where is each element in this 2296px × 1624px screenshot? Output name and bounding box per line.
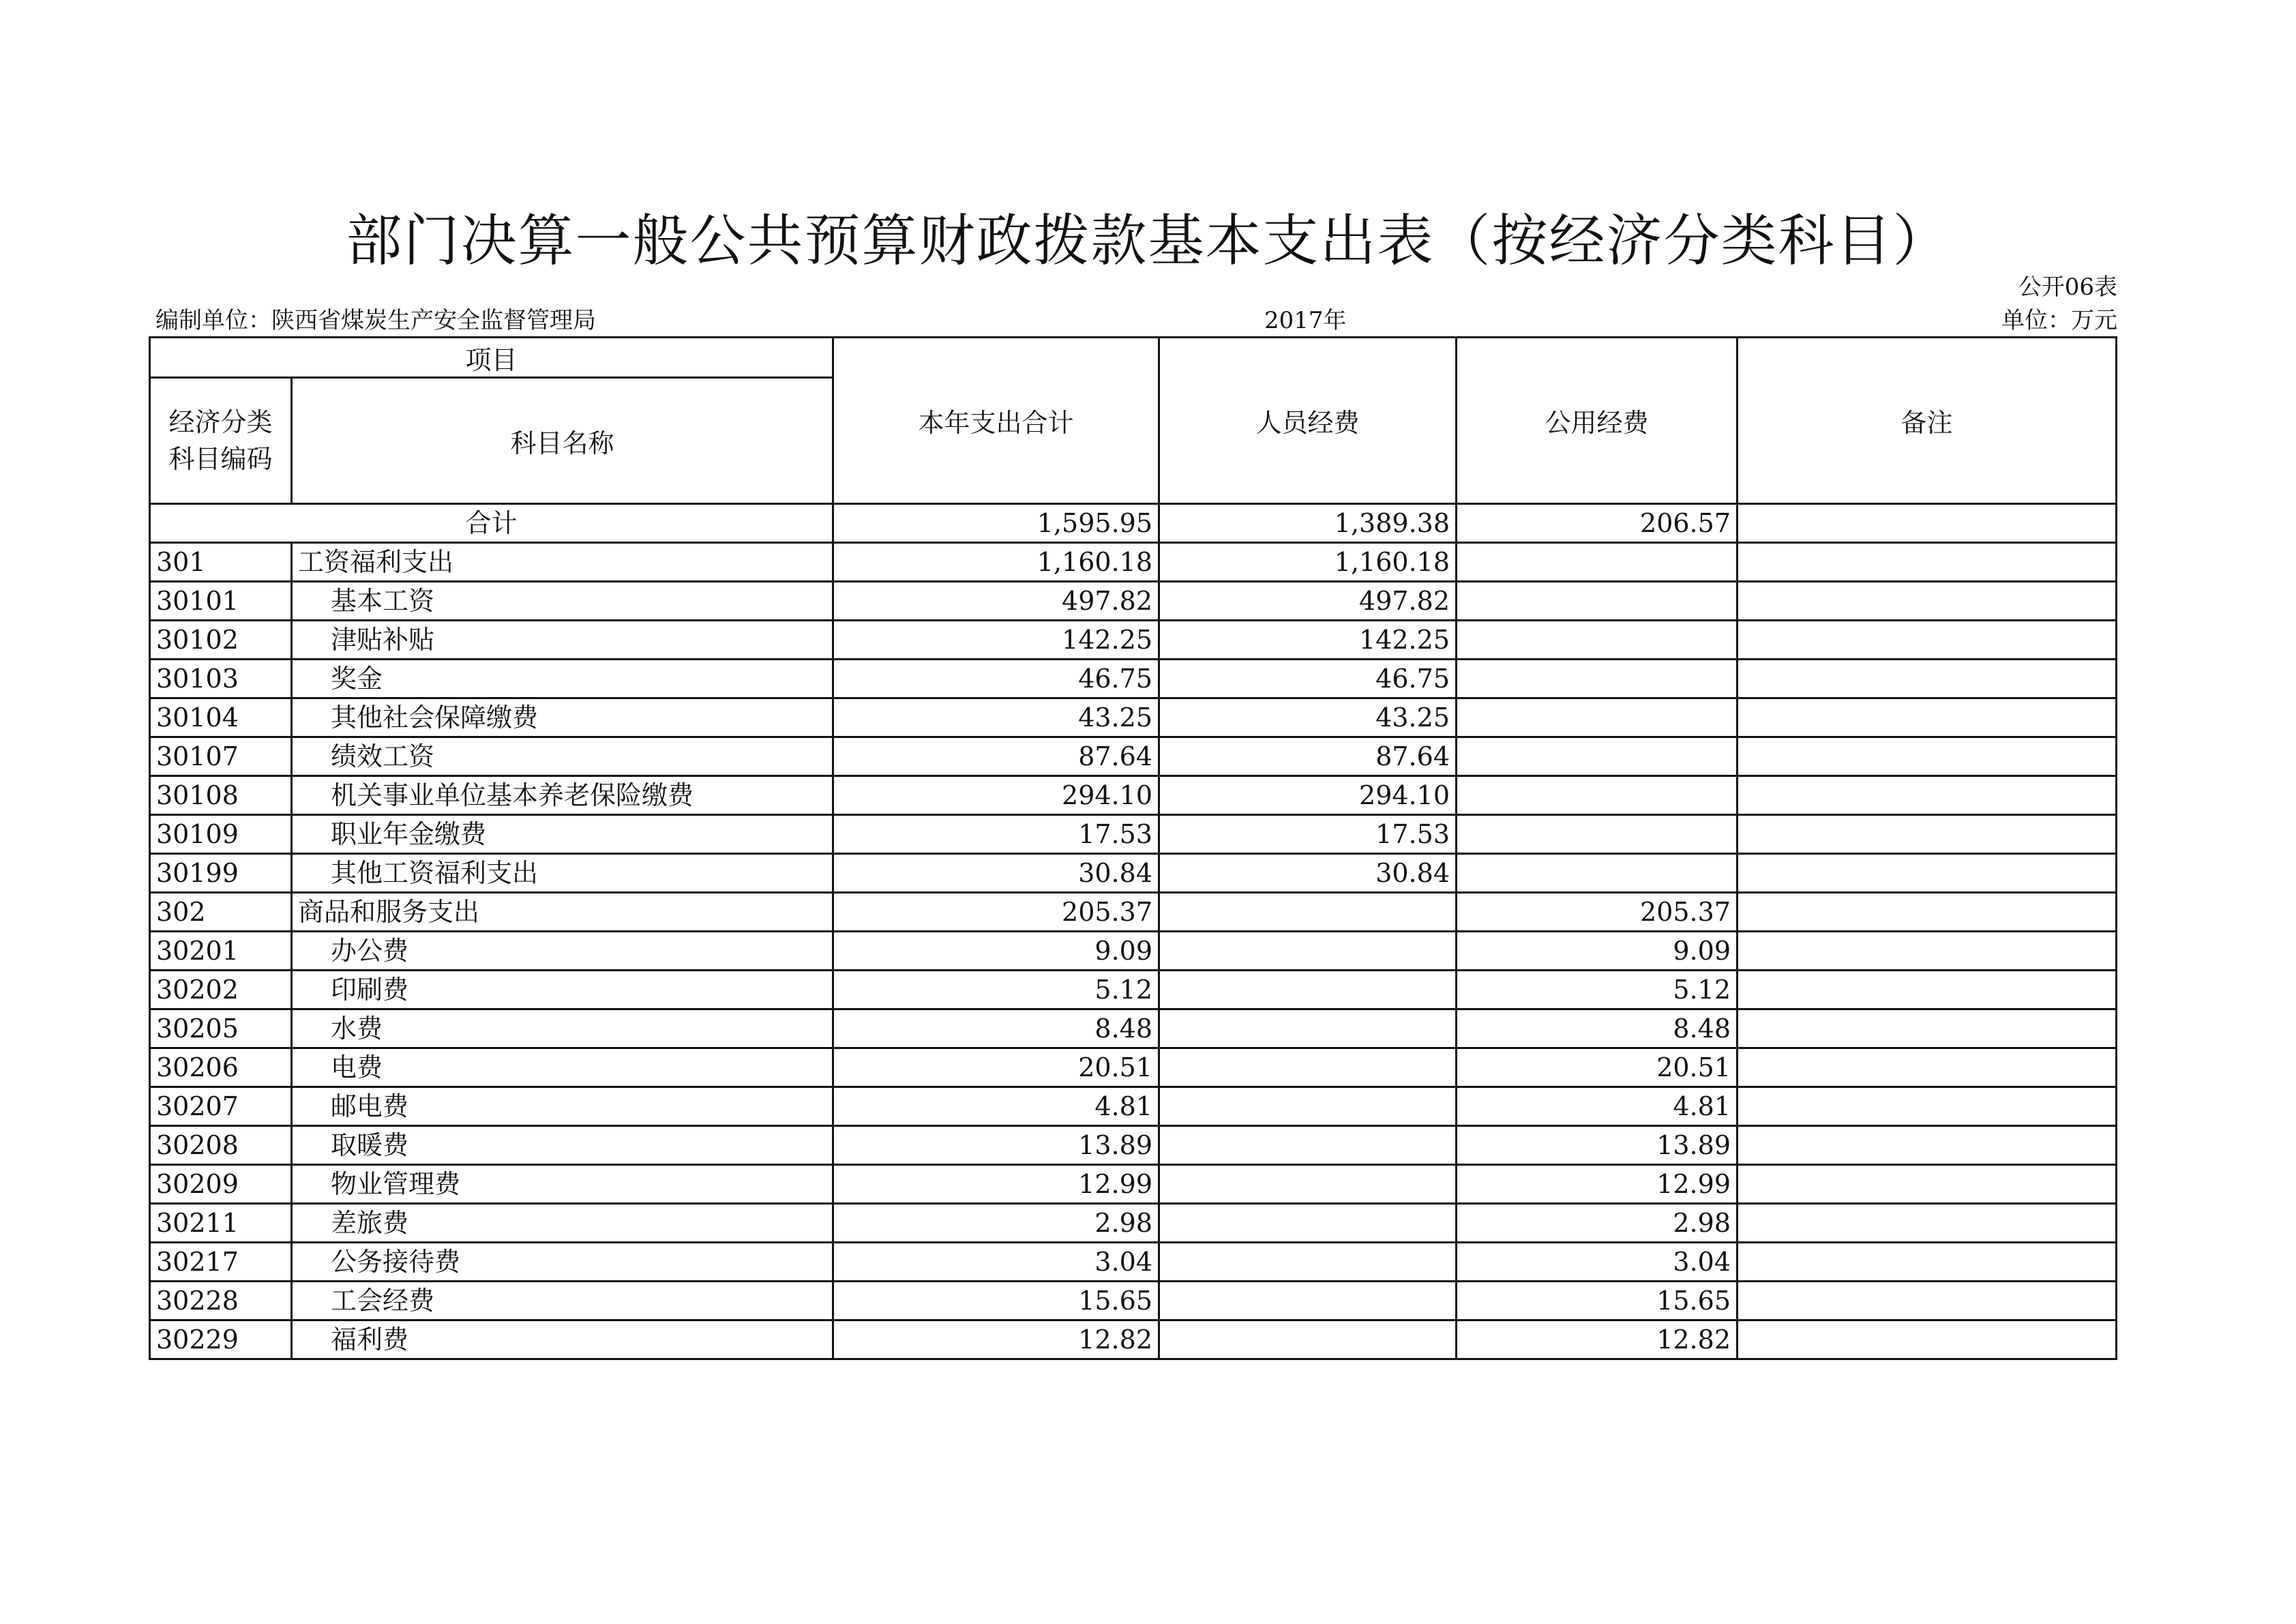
row-name: 绩效工资 (292, 737, 833, 776)
row-remark (1738, 971, 2117, 1009)
row-name: 其他社会保障缴费 (292, 698, 833, 737)
total-personnel: 1,389.38 (1159, 504, 1457, 543)
row-code: 30209 (150, 1165, 292, 1204)
row-code: 30201 (150, 932, 292, 971)
row-name: 邮电费 (292, 1087, 833, 1126)
row-remark (1738, 932, 2117, 971)
row-code: 30228 (150, 1282, 292, 1320)
table-number: 公开06表 (2018, 274, 2117, 301)
table-row (150, 1243, 2117, 1282)
row-remark (1738, 737, 2117, 776)
row-name: 公务接待费 (292, 1243, 833, 1282)
row-personnel: 30.84 (1159, 854, 1457, 893)
row-remark (1738, 582, 2117, 621)
row-total: 43.25 (833, 698, 1159, 737)
row-total: 4.81 (833, 1087, 1159, 1126)
code-header: 经济分类科目编码 (150, 378, 292, 504)
row-remark (1738, 1243, 2117, 1282)
row-code: 30211 (150, 1204, 292, 1243)
row-personnel (1159, 1282, 1457, 1320)
table-row (150, 737, 2117, 776)
row-total: 2.98 (833, 1204, 1159, 1243)
row-code: 30206 (150, 1048, 292, 1087)
row-total: 15.65 (833, 1282, 1159, 1320)
row-public: 2.98 (1457, 1204, 1738, 1243)
currency-unit: 单位：万元 (2001, 307, 2117, 334)
row-personnel: 17.53 (1159, 815, 1457, 854)
row-code: 30108 (150, 776, 292, 815)
row-personnel (1159, 1204, 1457, 1243)
row-code: 30103 (150, 660, 292, 698)
row-name: 津贴补贴 (292, 621, 833, 660)
table-row (150, 815, 2117, 854)
row-personnel: 46.75 (1159, 660, 1457, 698)
report-year: 2017年 (1264, 307, 1347, 334)
row-public: 8.48 (1457, 1009, 1738, 1048)
row-code: 30199 (150, 854, 292, 893)
row-total: 30.84 (833, 854, 1159, 893)
remark-header: 备注 (1738, 338, 2117, 504)
row-total: 3.04 (833, 1243, 1159, 1282)
table-row (150, 1009, 2117, 1048)
table-row (150, 621, 2117, 660)
table-row (150, 543, 2117, 582)
table-row (150, 1204, 2117, 1243)
row-name: 基本工资 (292, 582, 833, 621)
row-personnel: 43.25 (1159, 698, 1457, 737)
row-name: 奖金 (292, 660, 833, 698)
row-personnel (1159, 932, 1457, 971)
header-row-top (150, 338, 2117, 378)
row-personnel (1159, 1087, 1457, 1126)
row-remark (1738, 1087, 2117, 1126)
row-name: 电费 (292, 1048, 833, 1087)
row-personnel: 294.10 (1159, 776, 1457, 815)
row-public (1457, 582, 1738, 621)
row-public (1457, 660, 1738, 698)
table-row (150, 893, 2117, 932)
row-name: 水费 (292, 1009, 833, 1048)
row-personnel: 497.82 (1159, 582, 1457, 621)
row-total: 13.89 (833, 1126, 1159, 1165)
row-remark (1738, 1320, 2117, 1359)
row-name: 印刷费 (292, 971, 833, 1009)
document-title: 部门决算一般公共预算财政拨款基本支出表（按经济分类科目） (346, 209, 1950, 274)
row-remark (1738, 1165, 2117, 1204)
row-code: 302 (150, 893, 292, 932)
row-remark (1738, 660, 2117, 698)
row-total: 20.51 (833, 1048, 1159, 1087)
row-public: 9.09 (1457, 932, 1738, 971)
row-remark (1738, 854, 2117, 893)
table-row (150, 1320, 2117, 1359)
table-row (150, 582, 2117, 621)
table-row (150, 1048, 2117, 1087)
row-code: 30104 (150, 698, 292, 737)
row-personnel (1159, 1320, 1457, 1359)
row-total: 205.37 (833, 893, 1159, 932)
row-code: 30202 (150, 971, 292, 1009)
row-remark (1738, 776, 2117, 815)
row-name: 机关事业单位基本养老保险缴费 (292, 776, 833, 815)
row-total: 87.64 (833, 737, 1159, 776)
row-name: 其他工资福利支出 (292, 854, 833, 893)
total-label: 合计 (150, 504, 833, 543)
row-public: 205.37 (1457, 893, 1738, 932)
row-public: 4.81 (1457, 1087, 1738, 1126)
row-personnel (1159, 1009, 1457, 1048)
row-remark (1738, 1126, 2117, 1165)
name-header: 科目名称 (292, 378, 833, 504)
table-row (150, 932, 2117, 971)
total-amount: 1,595.95 (833, 504, 1159, 543)
row-public (1457, 815, 1738, 854)
row-code: 30107 (150, 737, 292, 776)
row-name: 物业管理费 (292, 1165, 833, 1204)
row-total: 8.48 (833, 1009, 1159, 1048)
total-public: 206.57 (1457, 504, 1738, 543)
row-public (1457, 698, 1738, 737)
table-row (150, 971, 2117, 1009)
row-total: 12.99 (833, 1165, 1159, 1204)
row-code: 30208 (150, 1126, 292, 1165)
row-code: 30102 (150, 621, 292, 660)
row-remark (1738, 1009, 2117, 1048)
table-row (150, 1282, 2117, 1320)
row-public: 12.82 (1457, 1320, 1738, 1359)
row-personnel (1159, 893, 1457, 932)
row-personnel (1159, 1048, 1457, 1087)
row-public (1457, 621, 1738, 660)
total-remark (1738, 504, 2117, 543)
project-header: 项目 (150, 338, 833, 378)
row-total: 46.75 (833, 660, 1159, 698)
total-header: 本年支出合计 (833, 338, 1159, 504)
table-row (150, 698, 2117, 737)
table-row (150, 854, 2117, 893)
public-header: 公用经费 (1457, 338, 1738, 504)
table-row (150, 776, 2117, 815)
expenditure-table (149, 336, 2117, 1360)
row-name: 差旅费 (292, 1204, 833, 1243)
table-row (150, 1087, 2117, 1126)
row-personnel: 142.25 (1159, 621, 1457, 660)
row-public: 15.65 (1457, 1282, 1738, 1320)
row-public (1457, 776, 1738, 815)
row-public: 3.04 (1457, 1243, 1738, 1282)
row-public (1457, 737, 1738, 776)
row-remark (1738, 1048, 2117, 1087)
row-total: 5.12 (833, 971, 1159, 1009)
personnel-header: 人员经费 (1159, 338, 1457, 504)
row-code: 301 (150, 543, 292, 582)
row-personnel: 87.64 (1159, 737, 1457, 776)
row-public: 5.12 (1457, 971, 1738, 1009)
row-remark (1738, 621, 2117, 660)
row-total: 12.82 (833, 1320, 1159, 1359)
row-code: 30205 (150, 1009, 292, 1048)
row-code: 30101 (150, 582, 292, 621)
row-remark (1738, 893, 2117, 932)
table-row (150, 660, 2117, 698)
row-personnel (1159, 1126, 1457, 1165)
row-code: 30217 (150, 1243, 292, 1282)
row-code: 30207 (150, 1087, 292, 1126)
row-public: 20.51 (1457, 1048, 1738, 1087)
row-total: 497.82 (833, 582, 1159, 621)
row-code: 30109 (150, 815, 292, 854)
row-remark (1738, 1282, 2117, 1320)
table-row (150, 1165, 2117, 1204)
row-public (1457, 854, 1738, 893)
row-personnel: 1,160.18 (1159, 543, 1457, 582)
row-total: 17.53 (833, 815, 1159, 854)
row-personnel (1159, 1243, 1457, 1282)
row-name: 福利费 (292, 1320, 833, 1359)
row-total: 142.25 (833, 621, 1159, 660)
row-name: 商品和服务支出 (292, 893, 833, 932)
row-total: 9.09 (833, 932, 1159, 971)
row-personnel (1159, 971, 1457, 1009)
compiling-unit: 编制单位：陕西省煤炭生产安全监督管理局 (155, 307, 596, 334)
total-row (150, 504, 2117, 543)
row-personnel (1159, 1165, 1457, 1204)
row-remark (1738, 543, 2117, 582)
row-total: 294.10 (833, 776, 1159, 815)
row-remark (1738, 698, 2117, 737)
row-total: 1,160.18 (833, 543, 1159, 582)
row-name: 工资福利支出 (292, 543, 833, 582)
row-public (1457, 543, 1738, 582)
table-row (150, 1126, 2117, 1165)
row-code: 30229 (150, 1320, 292, 1359)
row-name: 工会经费 (292, 1282, 833, 1320)
row-remark (1738, 1204, 2117, 1243)
row-remark (1738, 815, 2117, 854)
row-name: 办公费 (292, 932, 833, 971)
row-public: 12.99 (1457, 1165, 1738, 1204)
row-name: 职业年金缴费 (292, 815, 833, 854)
row-public: 13.89 (1457, 1126, 1738, 1165)
row-name: 取暖费 (292, 1126, 833, 1165)
